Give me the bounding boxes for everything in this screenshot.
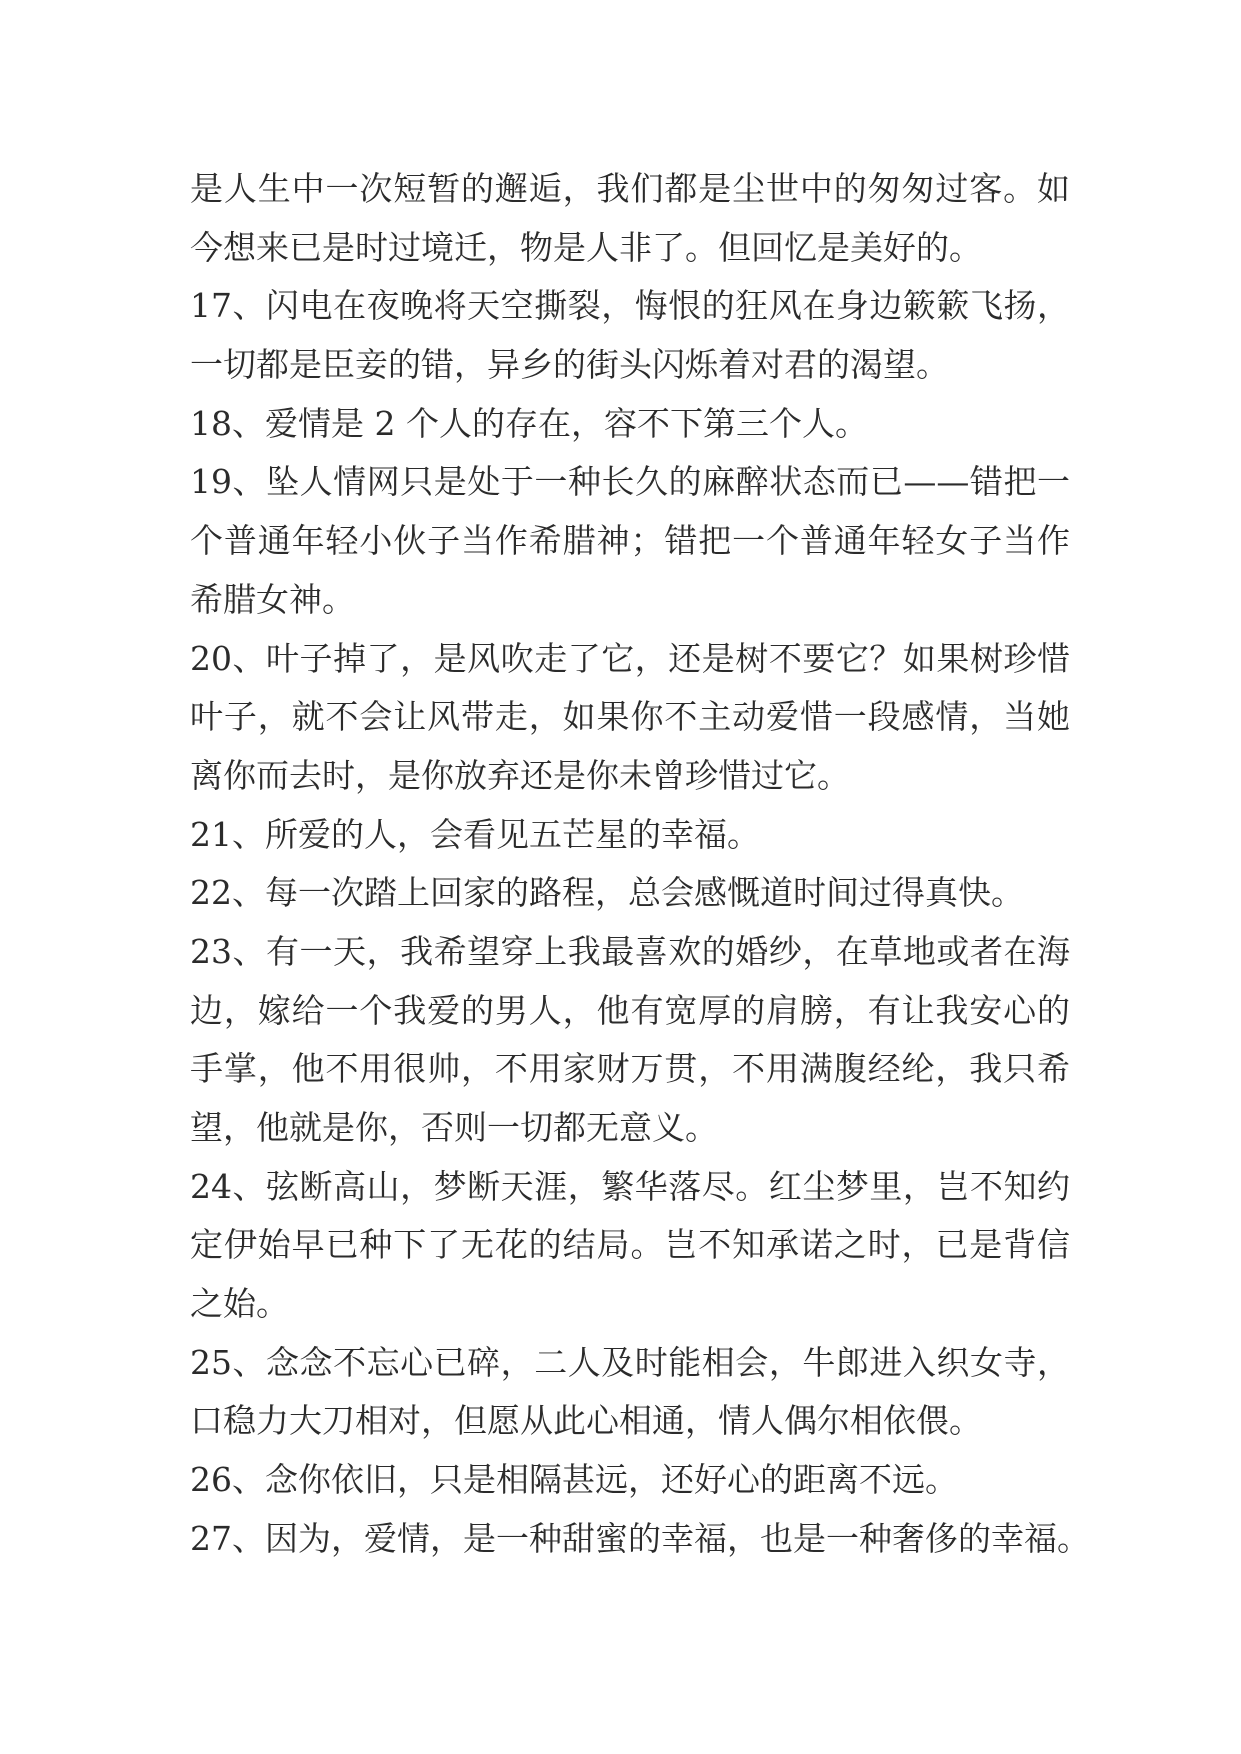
text-line: 27、因为，爱情，是一种甜蜜的幸福，也是一种奢侈的幸福。 — [190, 1518, 1090, 1558]
text-line: 望，他就是你，否则一切都无意义。 — [190, 1108, 718, 1147]
text-line: 一切都是臣妾的错，异乡的街头闪烁着对君的渴望。 — [190, 345, 949, 385]
text-line: 26、念你依旧，只是相隔甚远，还好心的距离不远。 — [190, 1460, 958, 1500]
text-line: 之始。 — [190, 1284, 289, 1324]
document-text-body — [190, 160, 1090, 1569]
text-line: 24、弦断高山，梦断天涯，繁华落尽。红尘梦里，岂不知约 — [190, 1166, 1070, 1206]
text-line: 离你而去时，是你放弃还是你未曾珍惜过它。 — [190, 755, 850, 795]
text-line: 个普通年轻小伙子当作希腊神；错把一个普通年轻女子当作 — [190, 521, 1070, 561]
text-line: 今想来已是时过境迁，物是人非了。但回忆是美好的。 — [190, 227, 982, 267]
text-line: 18、爱情是 2 个人的存在，容不下第三个人。 — [190, 403, 868, 443]
text-line: 是人生中一次短暂的邂逅，我们都是尘世中的匆匆过客。如 — [190, 169, 1070, 208]
text-line: 希腊女神。 — [190, 579, 355, 619]
text-line: 21、所爱的人，会看见五芒星的幸福。 — [190, 814, 760, 854]
text-line: 25、念念不忘心已碎，二人及时能相会，牛郎进入织女寺， — [190, 1342, 1070, 1382]
text-line: 19、坠人情网只是处于一种长久的麻醉状态而已——错把一 — [190, 462, 1070, 502]
text-line: 23、有一天，我希望穿上我最喜欢的婚纱，在草地或者在海 — [190, 931, 1070, 971]
text-line: 手掌，他不用很帅，不用家财万贯，不用满腹经纶，我只希 — [190, 1049, 1070, 1089]
text-line: 边，嫁给一个我爱的男人，他有宽厚的肩膀，有让我安心的 — [190, 990, 1070, 1030]
text-line: 20、叶子掉了，是风吹走了它，还是树不要它？如果树珍惜 — [190, 638, 1070, 678]
text-line: 口稳力大刀相对，但愿从此心相通，情人偶尔相依偎。 — [190, 1401, 982, 1441]
text-line: 22、每一次踏上回家的路程，总会感慨道时间过得真快。 — [190, 873, 1024, 913]
text-line: 17、闪电在夜晚将天空撕裂，悔恨的狂风在身边簌簌飞扬， — [190, 286, 1070, 326]
text-line: 定伊始早已种下了无花的结局。岂不知承诺之时，已是背信 — [190, 1225, 1070, 1265]
text-line: 叶子，就不会让风带走，如果你不主动爱惜一段感情，当她 — [190, 697, 1070, 737]
